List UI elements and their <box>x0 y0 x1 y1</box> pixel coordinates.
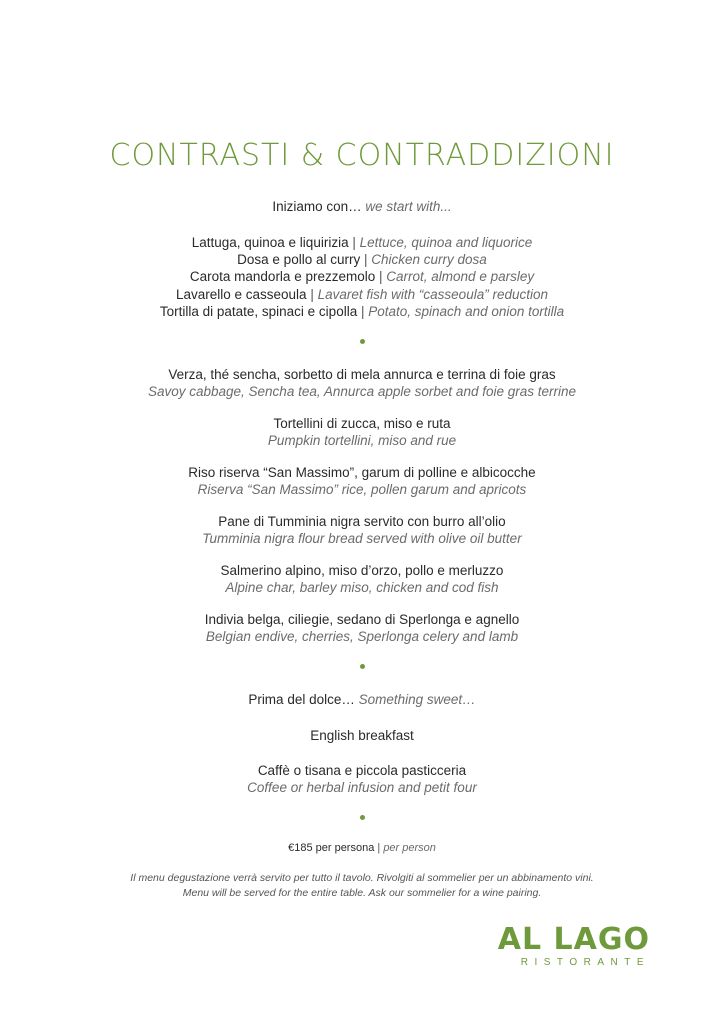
starter-en: Carrot, almond e parsley <box>386 269 535 284</box>
course-en: Savoy cabbage, Sencha tea, Annurca apple sorbet and foie gras terrine <box>147 384 577 399</box>
note-it: Il menu degustazione verrà servito per tutto il tavolo. Rivolgiti al sommelier per un abbinamento vini. <box>130 872 594 884</box>
intro-it: Iniziamo con… <box>272 199 362 214</box>
coffee-it: Caffè o tisana e piccola pasticceria <box>257 763 467 778</box>
starter-it: Dosa e pollo al curry <box>237 252 361 267</box>
starter-it: Tortilla di patate, spinaci e cipolla <box>159 304 358 319</box>
dessert-intro-en: Something sweet… <box>358 692 476 707</box>
logo-name: AL LAGO <box>497 922 650 957</box>
starter-it: Carota mandorla e prezzemolo <box>189 269 376 284</box>
course-en: Riserva “San Massimo” rice, pollen garum and apricots <box>197 482 527 497</box>
course-it: Tortellini di zucca, miso e ruta <box>273 416 451 431</box>
menu-title: CONTRASTI & CONTRADDIZIONI <box>109 138 615 173</box>
note-en: Menu will be served for the entire table. Ask our sommelier for a wine pairing. <box>182 887 542 899</box>
starter-en: Chicken curry dosa <box>371 252 487 267</box>
starter-en: Lavaret fish with “casseoula” reduction <box>317 287 548 302</box>
course-en: Alpine char, barley miso, chicken and cod fish <box>225 580 499 595</box>
starter-it: Lattuga, quinoa e liquirizia <box>191 235 349 250</box>
price-en: per person <box>383 842 436 854</box>
restaurant-logo <box>498 922 650 968</box>
starter-en: Lettuce, quinoa and liquorice <box>359 235 533 250</box>
coffee-en: Coffee or herbal infusion and petit four <box>247 780 477 795</box>
course-it: Indivia belga, ciliegie, sedano di Sperlonga e agnello <box>204 612 520 627</box>
starter-item: Lattuga, quinoa e liquirizia | Lettuce, quinoa and liquorice <box>191 235 533 250</box>
course-en: Tumminia nigra flour bread served with olive oil butter <box>202 531 522 546</box>
starter-item: Dosa e pollo al curry | Chicken curry dosa <box>237 252 487 267</box>
starter-en: Potato, spinach and onion tortilla <box>368 304 565 319</box>
course-it: Verza, thé sencha, sorbetto di mela annurca e terrina di foie gras <box>168 367 556 382</box>
starter-item: Lavarello e casseoula | Lavaret fish with “casseoula” reduction <box>175 287 548 302</box>
price-it: €185 per persona <box>288 842 375 854</box>
course-en: Belgian endive, cherries, Sperlonga celery and lamb <box>205 629 519 644</box>
course-it: Pane di Tumminia nigra servito con burro all’olio <box>218 514 506 529</box>
intro-line <box>0 198 724 215</box>
course-it: Salmerino alpino, miso d’orzo, pollo e merluzzo <box>220 563 504 578</box>
separator-dot <box>360 664 365 669</box>
dessert-item: English breakfast <box>310 728 414 743</box>
separator-dot <box>360 815 365 820</box>
course-en: Pumpkin tortellini, miso and rue <box>267 433 457 448</box>
starter-it: Lavarello e casseoula <box>175 287 307 302</box>
starter-item: Tortilla di patate, spinaci e cipolla | Potato, spinach and onion tortilla <box>159 304 565 319</box>
separator-dot <box>360 339 365 344</box>
intro-en: we start with... <box>365 199 452 214</box>
price-line: €185 per persona | per person <box>288 842 436 854</box>
course-it: Riso riserva “San Massimo”, garum di polline e albicocche <box>188 465 536 480</box>
logo-subtitle: RISTORANTE <box>520 957 650 968</box>
starter-item: Carota mandorla e prezzemolo | Carrot, almond e parsley <box>189 269 535 284</box>
dessert-intro-it: Prima del dolce… <box>248 692 355 707</box>
dessert-intro <box>0 691 724 708</box>
